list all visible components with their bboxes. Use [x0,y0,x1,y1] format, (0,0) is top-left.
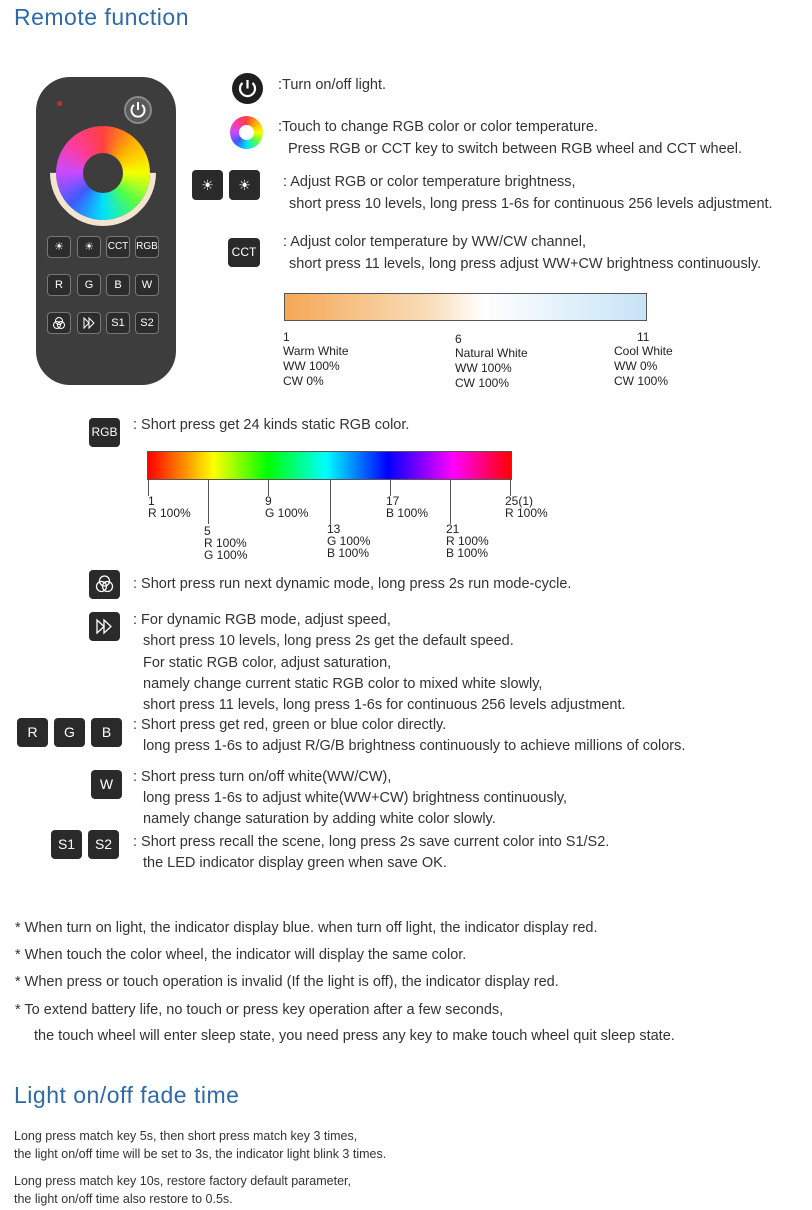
brightness-text-1: : Adjust RGB or color temperature brightness, [283,174,576,190]
speed-icon [89,612,120,641]
rgb-tick-13-b: B 100% [327,546,370,560]
speed-text-3: For static RGB color, adjust saturation, [143,655,392,671]
w-key: W [91,770,122,799]
rgb-direct-text-1: : Short press get red, green or blue color directly. [133,717,447,733]
cct-label-6-ww: WW 100% [455,361,512,375]
rgb-tick-13-num: 13 [327,522,341,536]
remote-key-rgb: RGB [135,236,159,258]
rgb-tick-25-num: 25(1) [505,494,534,508]
rgb-tick-1-num: 1 [148,494,155,508]
remote-key-r: R [47,274,71,296]
brightness-down-key [192,170,223,200]
cct-label-11-ww: WW 0% [614,359,658,373]
indicator-led [57,101,62,106]
rgb-tick-17-val: B 100% [386,506,429,520]
cct-label-11-name: Cool White [614,344,673,358]
cct-label-11-num: 11 [637,330,650,344]
s1-key: S1 [51,830,82,859]
rgb-tick-5-a: R 100% [204,536,247,550]
rgb-tick-13-a: G 100% [327,534,371,548]
rgb-tick-17-num: 17 [386,494,400,508]
remote-key-g: G [77,274,101,296]
remote-key-s2: S2 [135,312,159,334]
section-title-fade-time: Light on/off fade time [14,1082,240,1108]
remote-key-mode [47,312,71,334]
mode-icon [89,570,120,599]
rgb-tick-21-a: R 100% [446,534,489,548]
remote-key-cct: CCT [106,236,130,258]
speed-text-2: short press 10 levels, long press 2s get the default speed. [143,633,514,649]
remote-key-brightness-down: ☀ [47,236,71,258]
rgb-tick-5-num: 5 [204,524,211,538]
fade-text-4: the light on/off time also restore to 0.5s. [14,1192,233,1206]
rgb-tick-5-b: G 100% [204,548,248,562]
power-key [232,73,263,104]
cct-text-2: short press 11 levels, long press adjust WW+CW brightness continuously. [289,256,762,272]
fade-text-1: Long press match key 5s, then short press match key 3 times, [14,1129,358,1143]
cct-label-6-cw: CW 100% [455,376,510,390]
rgb-tick-1-val: R 100% [148,506,191,520]
b-key: B [91,718,122,747]
speed-text-1: : For dynamic RGB mode, adjust speed, [133,612,391,628]
rgb-text: : Short press get 24 kinds static RGB color. [133,417,410,433]
speed-key [89,612,120,641]
cct-gradient-bar [284,293,647,321]
power-icon [126,98,150,122]
fade-text-3: Long press match key 10s, restore factory default parameter, [14,1174,351,1188]
cct-label-6-name: Natural White [455,346,528,360]
note-4: * To extend battery life, no touch or press key operation after a few seconds, [15,1002,504,1018]
sun-large-icon: ☀ [238,177,251,193]
section-title-remote-function: Remote function [14,4,189,30]
rgb-gradient-bar [147,451,512,480]
remote-key-brightness-up: ☀ [77,236,101,258]
s2-key: S2 [88,830,119,859]
cct-label-6-num: 6 [455,332,462,346]
remote-power-button [124,96,152,124]
note-3: * When press or touch operation is invalid (If the light is off), the indicator display red. [15,974,559,990]
rgb-key: RGB [89,418,120,447]
cct-label-1-ww: WW 100% [283,359,340,373]
rgb-direct-text-2: long press 1-6s to adjust R/G/B brightness continuously to achieve millions of colors. [143,738,686,754]
rgb-tick-21-b: B 100% [446,546,489,560]
cct-label-1-name: Warm White [283,344,349,358]
brightness-up-key [229,170,260,200]
cct-label-1-num: 1 [283,330,290,344]
mode-text: : Short press run next dynamic mode, long press 2s run mode-cycle. [133,576,572,592]
scene-text-2: the LED indicator display green when save OK. [143,855,447,871]
w-text-3: namely change saturation by adding white color slowly. [143,811,496,827]
cct-key: CCT [228,238,260,267]
remote-key-w: W [135,274,159,296]
sun-small-icon: ☀ [201,177,214,193]
color-wheel-icon [230,116,263,149]
power-text: :Turn on/off light. [278,77,387,93]
scene-text-1: : Short press recall the scene, long press 2s save current color into S1/S2. [133,834,610,850]
cct-label-1-cw: CW 0% [283,374,324,388]
mode-key [89,570,120,599]
note-2: * When touch the color wheel, the indicator will display the same color. [15,947,467,963]
g-key: G [54,718,85,747]
color-wheel [56,126,150,220]
remote-key-b: B [106,274,130,296]
wheel-text-2: Press RGB or CCT key to switch between RGB wheel and CCT wheel. [288,141,742,157]
cct-label-11-cw: CW 100% [614,374,669,388]
power-icon [232,73,263,104]
fade-text-2: the light on/off time will be set to 3s, the indicator light blink 3 times. [14,1147,387,1161]
remote-key-speed [77,312,101,334]
w-text-1: : Short press turn on/off white(WW/CW), [133,769,392,785]
rgb-tick-21-num: 21 [446,522,460,536]
rgb-tick-9-num: 9 [265,494,272,508]
remote-key-s1: S1 [106,312,130,334]
rgb-tick-25-val: R 100% [505,506,548,520]
mode-icon [52,316,66,330]
cct-text-1: : Adjust color temperature by WW/CW channel, [283,234,586,250]
wheel-text-1: :Touch to change RGB color or color temperature. [278,119,598,135]
rgb-tick-9-val: G 100% [265,506,309,520]
speed-icon [82,316,96,330]
remote-control [36,77,176,385]
w-text-2: long press 1-6s to adjust white(WW+CW) brightness continuously, [143,790,568,806]
speed-text-5: short press 11 levels, long press 1-6s for continuous 256 levels adjustment. [143,697,626,713]
brightness-text-2: short press 10 levels, long press 1-6s for continuous 256 levels adjustment. [289,196,773,212]
speed-text-4: namely change current static RGB color to mixed white slowly, [143,676,543,692]
note-5: the touch wheel will enter sleep state, you need press any key to make touch wheel quit sleep state. [34,1028,675,1044]
note-1: * When turn on light, the indicator display blue. when turn off light, the indicator display red. [15,920,598,936]
r-key: R [17,718,48,747]
